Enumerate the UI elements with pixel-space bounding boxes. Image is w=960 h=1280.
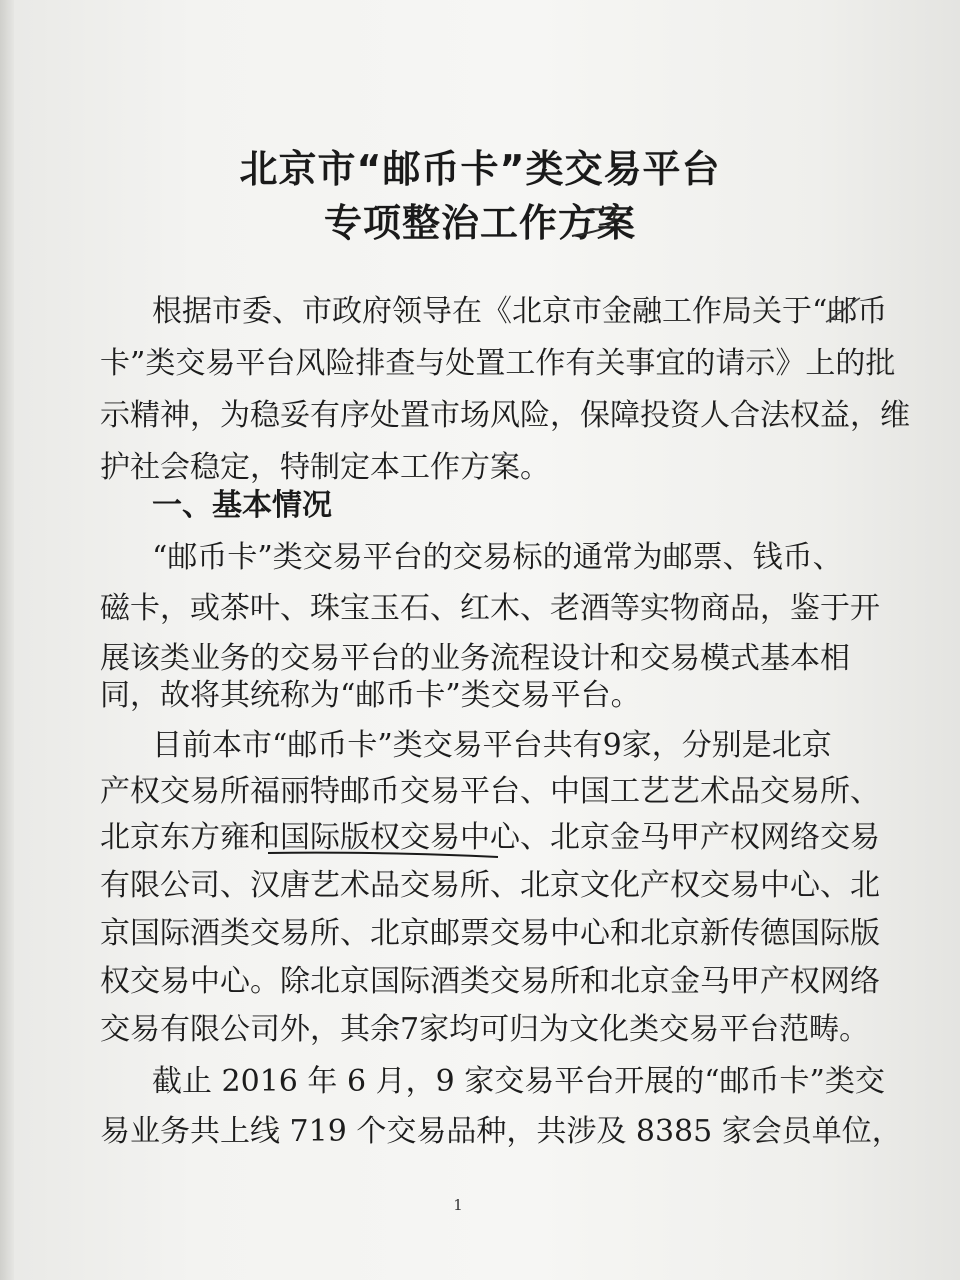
handwritten-underline xyxy=(268,853,498,857)
intro-line-1: 根据市委、市政府领导在《北京市金融工作局关于“邮币 xyxy=(152,294,888,329)
section-p1-line-4: 同，故将其统称为“邮币卡”类交易平台。 xyxy=(100,678,641,713)
section-p3-line-1: 截止 2016 年 6 月，9 家交易平台开展的“邮币卡”类交 xyxy=(152,1064,885,1099)
section-p2-line-5: 京国际酒类交易所、北京邮票交易中心和北京新传德国际版 xyxy=(100,916,880,951)
margin-pen-tick xyxy=(826,298,860,322)
section-p2-line-7: 交易有限公司外，其余7家均可归为文化类交易平台范畴。 xyxy=(100,1012,870,1047)
page-number: 1 xyxy=(453,1196,463,1214)
title-pen-squiggle xyxy=(572,207,615,236)
section-p1-line-2: 磁卡，或茶叶、珠宝玉石、红木、老酒等实物商品，鉴于开 xyxy=(100,591,880,626)
section-p3-line-2: 易业务共上线 719 个交易品种，共涉及 8385 家会员单位， xyxy=(100,1114,902,1149)
intro-line-2: 卡”类交易平台风险排查与处置工作有关事宜的请示》上的批 xyxy=(100,346,896,381)
section-p2-line-6: 权交易中心。除北京国际酒类交易所和北京金马甲产权网络 xyxy=(100,964,880,999)
document-title-line-2: 专项整治工作方案 xyxy=(323,201,636,245)
section-p2-line-1: 目前本市“邮币卡”类交易平台共有9家，分别是北京 xyxy=(152,728,832,763)
intro-line-4: 护社会稳定，特制定本工作方案。 xyxy=(100,450,550,485)
section-p1-line-3: 展该类业务的交易平台的业务流程设计和交易模式基本相 xyxy=(100,641,850,676)
section-p2-line-2: 产权交易所福丽特邮币交易平台、中国工艺艺术品交易所、 xyxy=(100,774,880,809)
section-p2-line-4: 有限公司、汉唐艺术品交易所、北京文化产权交易中心、北 xyxy=(100,868,880,903)
intro-line-3: 示精神，为稳妥有序处置市场风险，保障投资人合法权益，维 xyxy=(100,398,910,433)
margin-pen-dot xyxy=(832,318,836,320)
section-p2-line-3: 北京东方雍和国际版权交易中心、北京金马甲产权网络交易 xyxy=(100,820,880,855)
section-p1-line-1: “邮币卡”类交易平台的交易标的通常为邮票、钱币、 xyxy=(152,540,843,575)
section-heading: 一、基本情况 xyxy=(152,488,332,523)
document-title-line-1: 北京市“邮币卡”类交易平台 xyxy=(239,147,721,191)
